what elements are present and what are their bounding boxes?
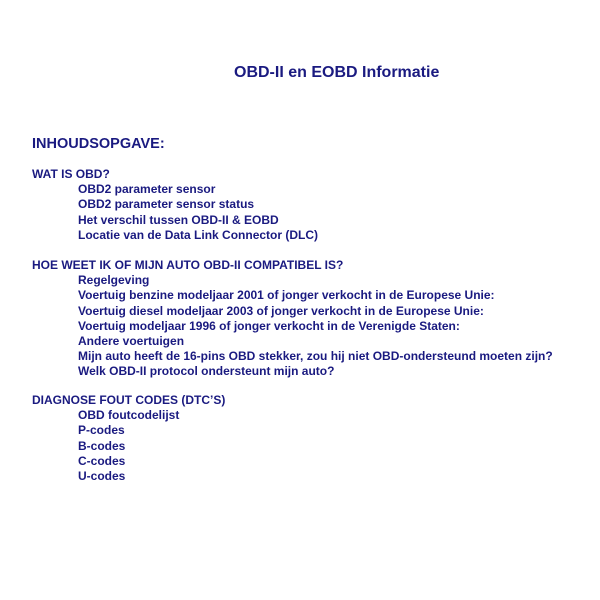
toc-item: Andere voertuigen [78, 334, 185, 349]
section-item-list [32, 408, 225, 484]
toc-item: C-codes [78, 453, 126, 468]
section-heading: HOE WEET IK OF MIJN AUTO OBD-II COMPATIBEL IS? [32, 258, 344, 272]
toc-item: Regelgeving [78, 273, 150, 288]
toc-item: Welk OBD-II protocol ondersteunt mijn auto? [78, 364, 335, 379]
toc-item: B-codes [78, 438, 126, 453]
toc-item: Locatie van de Data Link Connector (DLC) [78, 227, 319, 242]
toc-item: OBD foutcodelijst [78, 408, 180, 423]
toc-item: P-codes [78, 423, 125, 438]
toc-item: OBD2 parameter sensor [78, 182, 216, 197]
section-heading: DIAGNOSE FOUT CODES (DTC’S) [32, 393, 226, 407]
section-heading: WAT IS OBD? [32, 167, 110, 181]
toc-item: OBD2 parameter sensor status [78, 197, 255, 212]
toc-heading: INHOUDSOPGAVE: [32, 136, 165, 152]
toc-section-compatibel [32, 258, 553, 380]
section-item-list [32, 273, 553, 379]
toc-item: Voertuig diesel modeljaar 2003 of jonger verkocht in de Europese Unie: [78, 303, 484, 318]
toc-item: Mijn auto heeft de 16-pins OBD stekker, zou hij niet OBD-ondersteund moeten zijn? [78, 349, 553, 364]
document-title: OBD-II en EOBD Informatie [234, 64, 440, 81]
toc-section-wat-is-obd [32, 167, 318, 243]
toc-item: U-codes [78, 469, 126, 484]
section-item-list [32, 182, 318, 243]
toc-section-diagnose-fout-codes [32, 393, 225, 484]
toc-item: Voertuig modeljaar 1996 of jonger verkocht in de Verenigde Staten: [78, 318, 460, 333]
toc-item: Voertuig benzine modeljaar 2001 of jonger verkocht in de Europese Unie: [78, 288, 495, 303]
toc-item: Het verschil tussen OBD-II & EOBD [78, 212, 279, 227]
